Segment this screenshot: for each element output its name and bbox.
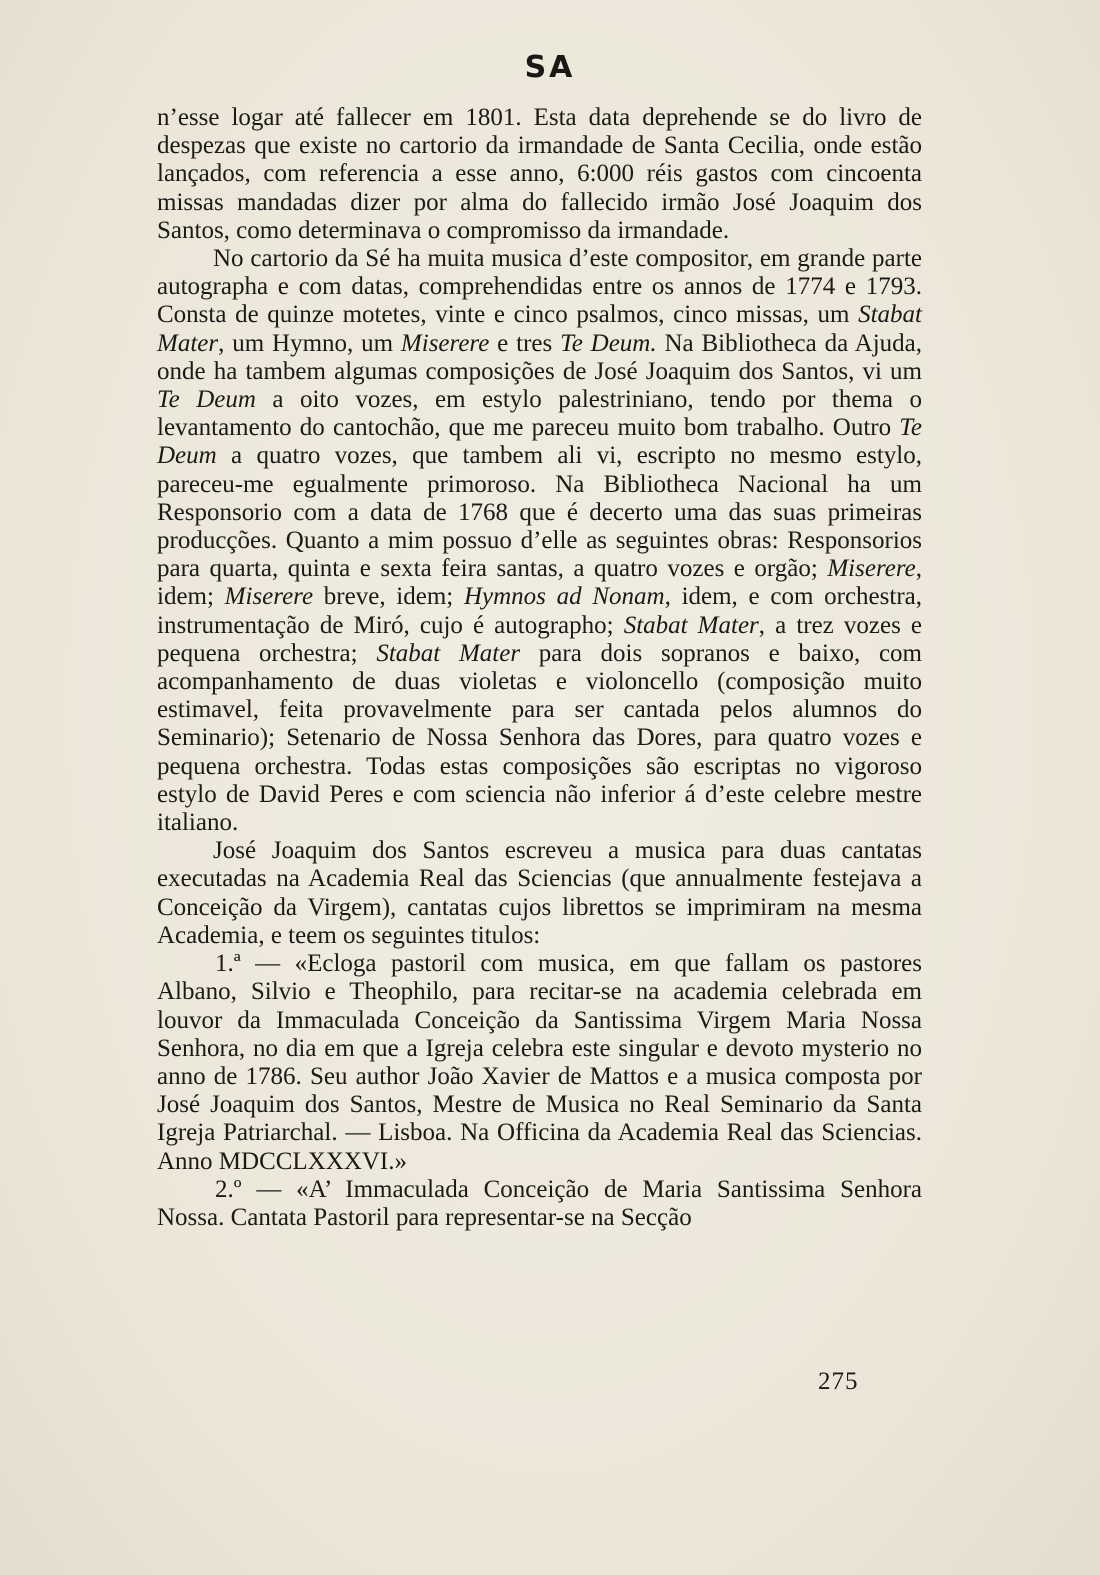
italic-title: Miserere <box>224 583 314 611</box>
paragraph-1: n’esse logar até fallecer em 1801. Esta data deprehende se do livro de despezas que existe no cartorio da irmandade de Santa Cecilia, onde estão lançados, com referencia a esse anno, 6:000 réis gastos com cincoenta missas mandadas dizer por alma do fallecido irmão José Joaquim dos Santos, como determinava o compromisso da irmandade. <box>157 104 922 244</box>
body-text <box>157 104 922 1232</box>
italic-title: Miserere <box>827 555 916 583</box>
page-number: 275 <box>818 1368 859 1395</box>
running-head: SA <box>524 50 576 85</box>
italic-title: Stabat Mater <box>157 301 922 357</box>
italic-title: Te Deum <box>157 414 922 470</box>
paragraph-2: No cartorio da Sé ha muita musica d’este compositor, em grande parte autographa e com datas, comprehendidas entre os annos de 1774 e 1793. Consta de quinze motetes, vinte e cinco psalmos, cinco missas, um Stabat Mater, um Hymno, um Miserere e tres Te Deum. Na Bibliotheca da Ajuda, onde ha tambem algumas composições de José Joaquim dos Santos, vi um Te Deum a oito vozes, em estylo palestriniano, tendo por thema o levantamento do cantochão, que me pareceu muito bom trabalho. Outro Te Deum a quatro vozes, que tambem ali vi, escripto no mesmo estylo, pareceu-me egualmente primoroso. Na Bibliotheca Nacional ha um Responsorio com a data de 1768 que é decerto uma das suas primeiras producções. Quanto a mim possuo d’elle as seguintes obras: Responsorios para quarta, quinta e sexta feira santas, a quatro vozes e orgão; Miserere, idem; Miserere breve, idem; Hymnos ad Nonam, idem, e com orchestra, instrumentação de Miró, cujo é autographo; Stabat Mater, a trez vozes e pequena orchestra; Stabat Mater para dois sopranos e baixo, com acompanhamento de duas violetas e violoncello (composição muito estimavel, feita provavelmente para ser cantada pelos alumnos do Seminario); Setenario de Nossa Senhora das Dores, para quatro vozes e pequena orchestra. Todas estas composições são escriptas no vigoroso estylo de David Peres e com sciencia não inferior á d’este celebre mestre italiano. <box>157 245 922 837</box>
italic-title: Te Deum <box>157 386 256 414</box>
paragraph-4-list-item: 1.ª — «Ecloga pastoril com musica, em que fallam os pastores Albano, Silvio e Theophilo, para recitar-se na academia celebrada em louvor da Immaculada Conceição da Santissima Virgem Maria Nossa Senhora, no dia em que a Igreja celebra este singular e devoto mysterio no anno de 1786. Seu author João Xavier de Mattos e a musica composta por José Joaquim dos Santos, Mestre de Musica no Real Seminario da Santa Igreja Patriarchal. — Lisboa. Na Officina da Academia Real das Sciencias. Anno MDCCLXXXVI.» <box>157 950 922 1175</box>
italic-title: Te Deum. <box>560 329 657 357</box>
italic-title: Miserere <box>400 329 490 357</box>
italic-title: Stabat Mater <box>623 611 759 639</box>
paragraph-3: José Joaquim dos Santos escreveu a musica para duas cantatas executadas na Academia Real das Sciencias (que annualmente festejava a Conceição da Virgem), cantatas cujos librettos se imprimiram na mesma Academia, e teem os seguintes titulos: <box>157 837 922 949</box>
italic-title: Stabat Mater <box>376 639 521 667</box>
paragraph-5-list-item: 2.º — «A’ Immaculada Conceição de Maria Santissima Senhora Nossa. Cantata Pastoril para representar-se na Secção <box>157 1175 922 1231</box>
italic-title: Hymnos ad Nonam <box>463 583 665 611</box>
